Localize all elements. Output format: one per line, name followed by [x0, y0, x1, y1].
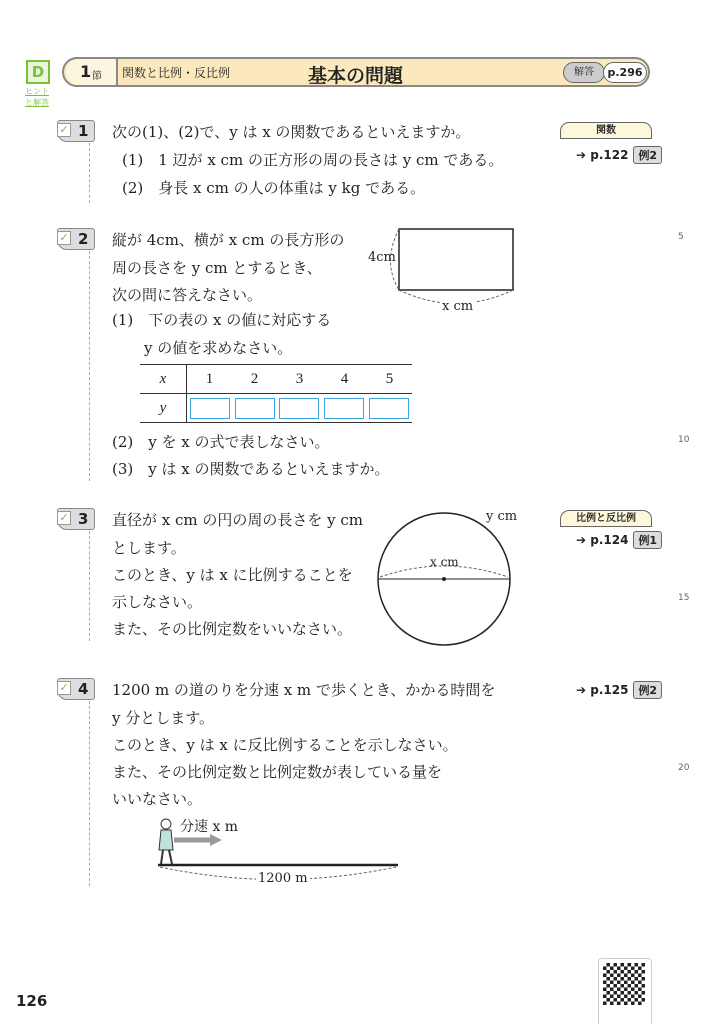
- checkbox-icon[interactable]: ✓: [57, 231, 71, 245]
- problem-text: (2) y を x の式で表しなさい。: [112, 433, 330, 451]
- reference-link[interactable]: ➔ p.124 例1: [576, 531, 662, 549]
- problem-text: このとき、y は x に比例することを: [112, 566, 353, 584]
- distance-label: 1200 m: [258, 871, 308, 886]
- side-tag: 関数: [560, 122, 652, 139]
- speed-label: 分速 x m: [180, 819, 239, 835]
- hint-link[interactable]: ヒントと解答: [25, 87, 49, 107]
- problem-text: (3) y は x の関数であるといえますか。: [112, 460, 390, 478]
- problem-text: y の値を求めなさい。: [144, 339, 293, 357]
- problem-text: また、その比例定数をいいなさい。: [112, 620, 353, 638]
- problem-text: 次の問に答えなさい。: [112, 286, 263, 304]
- problem-text: y 分とします。: [112, 709, 215, 727]
- problem-text: 縦が 4cm、横が x cm の長方形の: [112, 231, 345, 249]
- problem-4-label: ✓ 4: [57, 678, 95, 700]
- problem-text: 直径が x cm の円の周の長さを y cm: [112, 511, 364, 529]
- problem-3-label: ✓ 3: [57, 508, 95, 530]
- width-label: x cm: [442, 299, 474, 314]
- circle-figure: [370, 505, 520, 655]
- problem-text: 次の(1)、(2)で、y は x の関数であるといえますか。: [112, 123, 471, 141]
- value-table: x 1 2 3 4 5 y: [140, 364, 412, 423]
- reference-link[interactable]: ➔ p.125 例2: [576, 681, 662, 699]
- answer-cell[interactable]: [279, 398, 319, 419]
- circumference-label: y cm: [486, 509, 518, 524]
- side-tag: 比例と反比例: [560, 510, 652, 527]
- section-number: 1 節: [66, 59, 118, 85]
- problem-text: 1200 m の道のりを分速 x m で歩くとき、かかる時間を: [112, 681, 496, 699]
- problem-text: (1) 1 辺が x cm の正方形の周の長さは y cm である。: [122, 151, 504, 169]
- hint-badge[interactable]: D: [26, 60, 50, 84]
- page-title: 基本の問題: [308, 65, 404, 87]
- checkbox-icon[interactable]: ✓: [57, 681, 71, 695]
- problem-2-label: ✓ 2: [57, 228, 95, 250]
- problem-text: いいなさい。: [112, 790, 203, 808]
- checkbox-icon[interactable]: ✓: [57, 511, 71, 525]
- answer-cell[interactable]: [235, 398, 275, 419]
- qr-code[interactable]: [598, 958, 652, 1024]
- problem-text: 周の長さを y cm とするとき、: [112, 259, 322, 277]
- problem-text: このとき、y は x に反比例することを示しなさい。: [112, 736, 458, 754]
- answer-cell[interactable]: [190, 398, 230, 419]
- checkbox-icon[interactable]: ✓: [57, 123, 71, 137]
- line-number: 5: [678, 232, 684, 242]
- answer-cell[interactable]: [369, 398, 409, 419]
- problem-text: (1) 下の表の x の値に対応する: [112, 311, 332, 329]
- diameter-label: x cm: [430, 555, 459, 569]
- height-label: 4cm: [368, 250, 396, 265]
- line-number: 15: [678, 593, 690, 603]
- problem-1-label: ✓ 1: [57, 120, 95, 142]
- section-title: 関数と比例・反比例: [122, 66, 231, 80]
- answer-page-link[interactable]: p.296: [603, 62, 647, 83]
- problem-text: また、その比例定数と比例定数が表している量を: [112, 763, 443, 781]
- reference-link[interactable]: ➔ p.122 例2: [576, 146, 662, 164]
- answer-label: 解答: [563, 62, 605, 83]
- problem-text: (2) 身長 x cm の人の体重は y kg である。: [122, 179, 426, 197]
- answer-cell[interactable]: [324, 398, 364, 419]
- page-number: 126: [16, 992, 48, 1010]
- problem-text: とします。: [112, 539, 186, 557]
- line-number: 20: [678, 763, 690, 773]
- line-number: 10: [678, 435, 690, 445]
- problem-text: 示しなさい。: [112, 593, 203, 611]
